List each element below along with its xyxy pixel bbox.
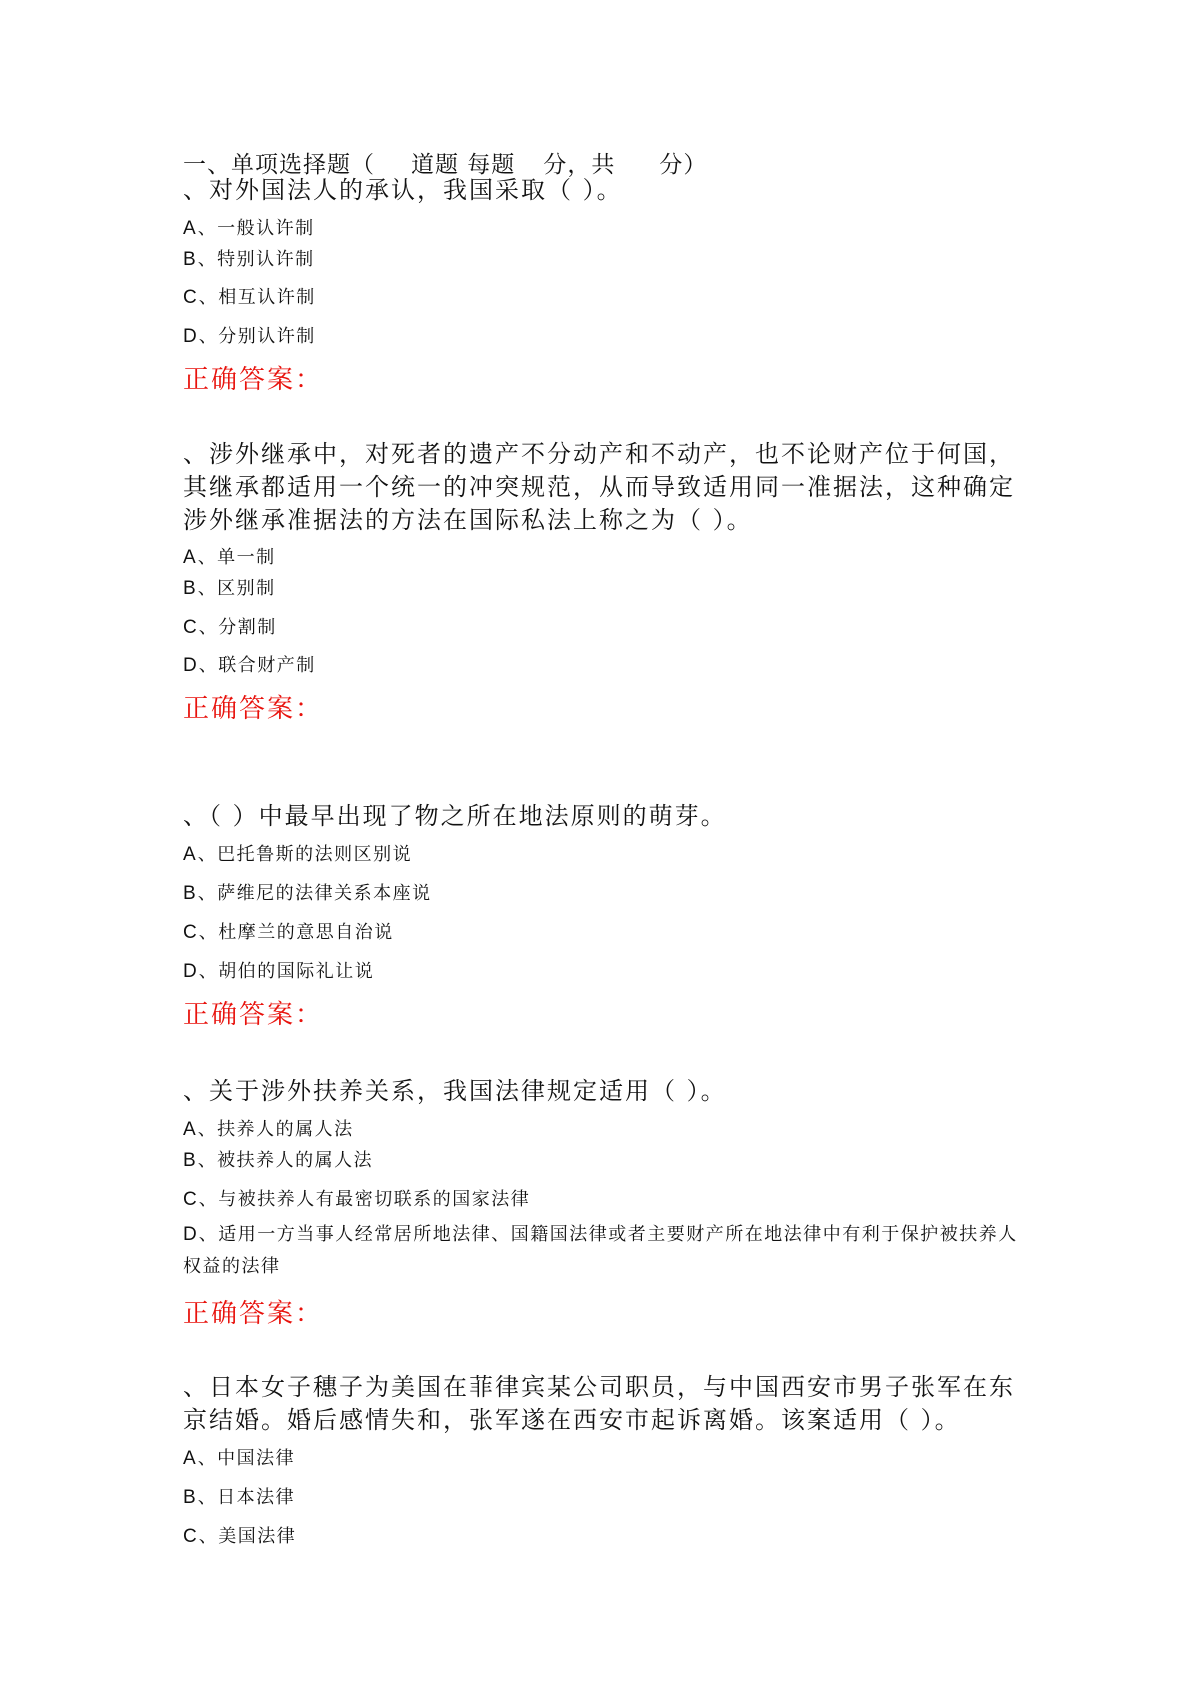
option-letter: D [183, 326, 197, 347]
option-text: 、区别制 [197, 578, 276, 599]
option-text: 、与被扶养人有最密切联系的国家法律 [198, 1189, 531, 1210]
option-letter: C [183, 922, 197, 943]
question-2-option-a[interactable] [183, 543, 276, 569]
option-letter: A [183, 547, 196, 568]
question-4-option-b[interactable] [183, 1146, 373, 1172]
question-4-text: 、关于涉外扶养关系，我国法律规定适用（ ）。 [183, 1077, 727, 1105]
question-2-option-c[interactable] [183, 613, 277, 639]
option-letter: B [183, 1150, 196, 1171]
option-text: 、中国法律 [197, 1448, 296, 1469]
question-5-option-a[interactable] [183, 1444, 295, 1470]
option-text: 、萨维尼的法律关系本座说 [197, 883, 432, 904]
option-letter: D [183, 1224, 197, 1245]
question-2-option-d[interactable] [183, 651, 316, 677]
option-text: 、巴托鲁斯的法则区别说 [197, 844, 413, 865]
option-text: 、日本法律 [197, 1487, 296, 1508]
option-letter: D [183, 961, 197, 982]
option-text: 、联合财产制 [198, 655, 316, 676]
option-letter: A [183, 1448, 196, 1469]
option-text: 、特别认许制 [197, 249, 315, 270]
option-text: 、分割制 [198, 617, 277, 638]
option-letter: B [183, 883, 196, 904]
option-letter: C [183, 1189, 197, 1210]
heading-count-label: 道题 每题 [411, 152, 516, 178]
question-1-answer-label: 正确答案： [183, 365, 324, 395]
option-text: 、胡伯的国际礼让说 [198, 961, 375, 982]
option-letter: C [183, 1526, 197, 1547]
option-text: 、被扶养人的属人法 [197, 1150, 374, 1171]
question-5-text: 、日本女子穗子为美国在菲律宾某公司职员，与中国西安市男子张军在东京结婚。婚后感情失和，张军遂在西安市起诉离婚。该案适用（ ）。 [183, 1373, 1015, 1434]
option-letter: A [183, 218, 196, 239]
question-4-option-a[interactable] [183, 1115, 354, 1141]
option-letter: B [183, 249, 196, 270]
question-5-option-c[interactable] [183, 1522, 296, 1548]
question-4-option-c[interactable] [183, 1185, 530, 1211]
option-letter: C [183, 617, 197, 638]
question-4-answer-label: 正确答案： [183, 1299, 324, 1329]
question-5-option-b[interactable] [183, 1483, 295, 1509]
option-letter: B [183, 578, 196, 599]
option-text: 、杜摩兰的意思自治说 [198, 922, 394, 943]
question-2-text: 、涉外继承中，对死者的遗产不分动产和不动产，也不论财产位于何国，其继承都适用一个统一的冲突规范，从而导致适用同一准据法，这种确定涉外继承准据法的方法在国际私法上称之为（ ）。 [183, 440, 1015, 534]
question-1-text: 、对外国法人的承认，我国采取（ ）。 [183, 176, 623, 204]
question-3-answer-label: 正确答案： [183, 1000, 324, 1030]
question-1-option-d[interactable] [183, 322, 316, 348]
heading-prefix: 一、单项选择题（ [183, 152, 375, 178]
question-1-option-c[interactable] [183, 283, 316, 309]
option-letter: A [183, 844, 196, 865]
question-3-text: 、（ ）中最早出现了物之所在地法原则的萌芽。 [183, 802, 727, 830]
question-1-option-a[interactable] [183, 214, 315, 240]
option-text: 、一般认许制 [197, 218, 315, 239]
option-letter: D [183, 655, 197, 676]
heading-suffix: 分） [659, 152, 708, 178]
option-letter: B [183, 1487, 196, 1508]
option-text: 、相互认许制 [198, 287, 316, 308]
option-text: 、适用一方当事人经常居所地法律、国籍国法律或者主要财产所在地法律中有利于保护被扶养人权益的法律 [183, 1224, 1018, 1277]
question-3-option-d[interactable] [183, 957, 374, 983]
question-1-option-b[interactable] [183, 245, 315, 271]
option-letter: C [183, 287, 197, 308]
option-text: 、单一制 [197, 547, 276, 568]
question-3-option-c[interactable] [183, 918, 394, 944]
question-4-option-d[interactable] [183, 1219, 1023, 1283]
option-text: 、扶养人的属人法 [197, 1119, 354, 1140]
question-3-option-a[interactable] [183, 840, 412, 866]
question-3-option-b[interactable] [183, 879, 432, 905]
heading-points-label: 分，共 [543, 152, 616, 178]
option-text: 、美国法律 [198, 1526, 297, 1547]
question-2-option-b[interactable] [183, 574, 276, 600]
option-letter: A [183, 1119, 196, 1140]
option-text: 、分别认许制 [198, 326, 316, 347]
question-2-answer-label: 正确答案： [183, 694, 324, 724]
